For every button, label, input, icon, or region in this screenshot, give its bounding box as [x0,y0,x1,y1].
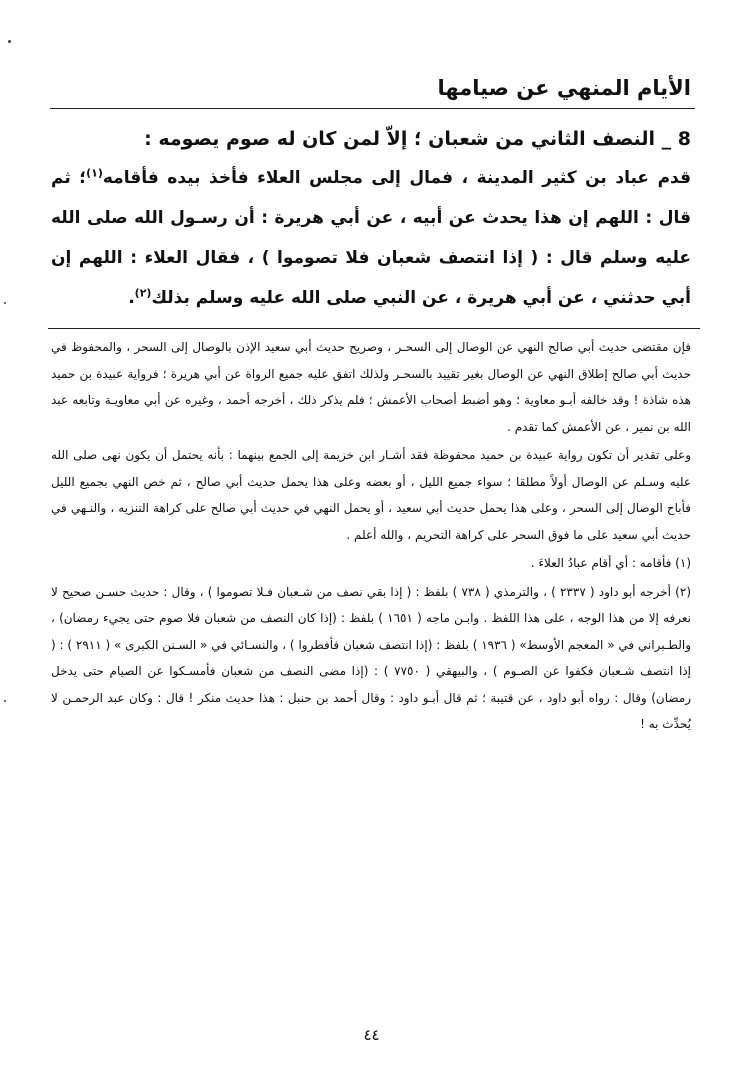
section-heading: 8 _ النصف الثاني من شعبان ؛ إلاّ لمن كان له صوم يصومه : [144,128,691,150]
note-paragraph-ibn-khuzayma: وعلى تقدير أن تكون رواية عبيدة بن حميد محفوظة فقد أشـار ابن خزيمة إلى الجمع بينهما : بأنه يحتمل أن يكون نهى صلى الله عليه وسـلم عن الوصال أولاً مطلقا ؛ سواء جميع الليل ، أو بعضه وعلى هذا يحمل حديث أبي صالح ، ثم خص النهي بجميع الليل فأباح الوصال إلى السحر ، وعلى هذا يحمل حديث أبي سعيد ، أو يحمل النهي في حديث أبي صالح على كراهة التنزيه ، والنـهي في حديث أبي سعيد على ما فوق السحر على كراهة التحريم ، والله أعلم . [51,448,691,542]
hadith-text-part1: قدم عباد بن كثير المدينة ، فمال إلى مجلس العلاء فأخذ بيده فأقامه [102,168,692,188]
footnote-separator [48,328,700,329]
main-text-block [51,120,691,318]
footnote-2: (٢) أخرجه أبو داود ( ٢٣٣٧ ) ، والترمذي ( ٧٣٨ ) بلفظ : ( إذا بقي نصف من شـعبان فـلا تصوموا ) ، وقال : حديث حسـن صحيح لا نعرفه إلا من هذا الوجه ، على هذا اللفظ . وابـن ماجه ( ١٦٥١ ) بلفظ : (إذا كان النصف من شعبان فلا صوم حتى يجيء رمضان) ، والطـبراني في « المعجم الأوسط» ( ١٩٣٦ ) بلفظ : (إذا انتصف شعبان فأفطروا ) ، والنسـائي في « السـنن الكبرى » ( ٢٩١١ ) : ( إذا انتصف شـعبان فكفوا عن الصـوم ) ، والبيهقي ( ٧٧٥٠ ) : (إذا مضى النصف من شعبان فأمسـكوا عن الصيام حتى يدخل رمضان) وقال : رواه أبو داود ، عن قتيبة ؛ ثم قال أبـو داود : وقال أحمد بن حنبل : هذا حديث منكر ! قال : وكان عبد الرحمـن لا يُحدِّث به ! [51,584,692,731]
scan-speck [8,40,11,43]
scan-speck [4,700,6,702]
scan-speck [4,302,6,304]
hadith-text-part2: ؛ ثم قال : اللهم إن هذا يحدث عن أبيه ، عن أبي هريرة : أن رسـول الله صلى الله عليه وسلم قال : ( إذا انتصف شعبان فلا تصوموا ) ، فقال العلاء : اللهم إن أبي حدثني ، عن أبي هريرة ، عن النبي صلى الله عليه وسلم بذلك [51,168,691,308]
hadith-paragraph [51,158,691,318]
footnote-1: (١) فأقامه : أي أقام عبادُ العلاءَ . [530,556,691,570]
hadith-end-mark: . [128,288,135,308]
header-rule [50,108,695,109]
page-number: ٤٤ [363,1026,380,1044]
footnote-ref-2: (٢) [134,286,152,300]
footnotes-block [51,334,691,738]
note-continuation-paragraph: فإن مقتضى حديث أبي صالح النهي عن الوصال إلى السحـر ، وصريح حديث أبي سعيد الإذن بالوصال إلى السحر ، والمحفوظ في حديث أبي صالح إطلاق النهي عن الوصال بغير تقييد بالسحـر ولذلك اتفق عليه جميع الرواة عن أبي هريرة ؛ فرواية عبيدة بن حميد هذه شاذة ! وقد خالفه أبـو معاوية ؛ وهو أضبط أصحاب الأعمش ؛ فلم يذكر ذلك ، أخرجه أحمد ، وغيره عن أبي معاويـة وتابعه عبد الله بن نمير ، عن الأعمش كما تقدم . [51,340,691,434]
footnote-ref-1: (١) [86,166,103,180]
running-head: الأيام المنهي عن صيامها [437,76,691,100]
